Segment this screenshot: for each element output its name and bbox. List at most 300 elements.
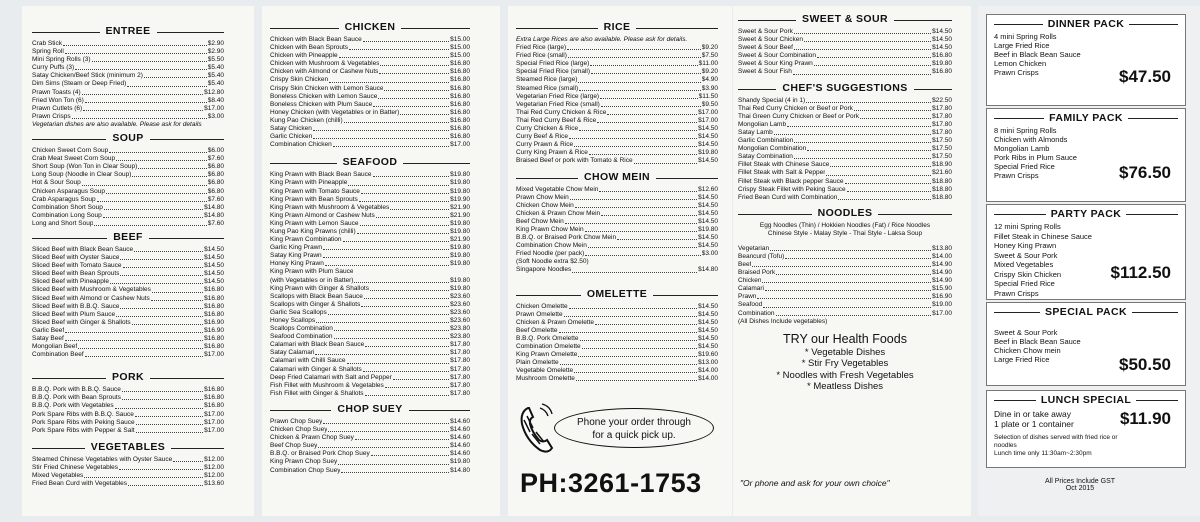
- menu-item-row: [516, 367, 718, 375]
- dot-leader: [65, 340, 203, 341]
- soup-list: [32, 147, 224, 228]
- menu-item-price: $19.80: [450, 171, 470, 179]
- menu-item-row: [270, 85, 470, 93]
- menu-item-price: $12.60: [698, 185, 718, 193]
- menu-item-name: Shandy Special (4 in 1): [738, 96, 806, 104]
- dot-leader: [807, 150, 931, 151]
- pack-item: Mongolian Lamb: [994, 144, 1050, 153]
- menu-item-row: [738, 153, 952, 161]
- column-4: [738, 10, 952, 393]
- noodles-heading: NOODLES: [738, 208, 952, 219]
- menu-item-row: [516, 76, 718, 84]
- omelette-list: [516, 303, 718, 384]
- menu-item-price: $9.20: [701, 68, 718, 76]
- menu-item-price: $11.00: [698, 60, 718, 68]
- menu-item-price: $17.50: [932, 153, 952, 161]
- sweet-sour-heading: SWEET & SOUR: [738, 14, 952, 25]
- noodles-note: (All Dishes Include vegetables): [738, 317, 828, 325]
- menu-item-price: $5.40: [207, 72, 224, 80]
- menu-item-row: [738, 161, 952, 169]
- menu-item-name: Sweet & Sour Beef: [738, 44, 793, 52]
- dot-leader: [85, 102, 207, 103]
- dot-leader: [378, 98, 449, 99]
- menu-item-row: [738, 121, 952, 129]
- menu-item-price: $6.80: [207, 179, 224, 187]
- dot-leader: [104, 209, 203, 210]
- menu-item-row: [516, 351, 718, 359]
- special-pack-price: $50.50: [1119, 355, 1171, 374]
- dot-leader: [122, 399, 203, 400]
- dot-leader: [794, 142, 931, 143]
- dot-leader: [347, 363, 450, 364]
- dot-leader: [343, 241, 450, 242]
- menu-item-name: Vegetarian: [738, 244, 770, 252]
- menu-item-row: [270, 188, 470, 196]
- menu-item-row: [32, 155, 224, 163]
- menu-item-price: $14.50: [698, 326, 718, 334]
- dot-leader: [574, 146, 697, 147]
- menu-item-price: $14.50: [932, 44, 952, 52]
- menu-item-name: Boneless Chicken with Plum Sauce: [270, 100, 373, 108]
- menu-item-name: Braised Pork: [738, 269, 776, 277]
- menu-item-name: Chicken with Bean Sprouts: [270, 44, 349, 52]
- dinner-pack: [986, 14, 1186, 106]
- menu-item-price: $15.00: [450, 52, 470, 60]
- dot-leader: [359, 201, 449, 202]
- dot-leader: [568, 57, 701, 58]
- menu-item-price: $14.80: [698, 266, 718, 274]
- dot-leader: [136, 424, 204, 425]
- dot-leader: [806, 102, 931, 103]
- menu-item-name: Garlic King Prawn: [270, 244, 323, 252]
- dot-leader: [600, 98, 697, 99]
- menu-item-price: $23.60: [450, 317, 470, 324]
- menu-item-row: [270, 442, 470, 450]
- menu-item-price: $6.00: [207, 147, 224, 155]
- menu-item-name: Scallops with Ginger & Shallots: [270, 300, 361, 308]
- menu-item-price: $5.40: [207, 64, 224, 72]
- dot-leader: [116, 160, 207, 161]
- dot-leader: [804, 41, 931, 42]
- menu-item-price: $13.00: [698, 359, 718, 367]
- menu-item-name: Seafood Combination: [270, 333, 333, 341]
- menu-item-price: $5.50: [207, 56, 224, 64]
- menu-item-name: King Prawn Combination: [270, 236, 342, 244]
- pack-item: Chicken with Almonds: [994, 135, 1068, 144]
- menu-item-price: $14.80: [450, 466, 470, 474]
- dot-leader: [578, 356, 697, 357]
- menu-item-row: [32, 270, 224, 278]
- dot-leader: [313, 138, 449, 139]
- menu-item-row: [516, 226, 718, 234]
- dot-leader: [82, 185, 207, 186]
- menu-item-price: $16.80: [204, 402, 224, 410]
- menu-item-row: [270, 434, 470, 442]
- dot-leader: [371, 455, 449, 456]
- menu-item-price: $19.80: [932, 60, 952, 68]
- menu-item-row: [516, 335, 718, 343]
- dot-leader: [365, 395, 450, 396]
- dot-leader: [776, 315, 932, 316]
- menu-item-price: $19.00: [932, 301, 952, 309]
- menu-item-row: [270, 426, 470, 434]
- lunch-line-2: 1 plate or 1 container: [994, 419, 1074, 429]
- menu-item-row: [516, 109, 718, 117]
- menu-item-name: Short Soup (Won Ton in Clear Soup): [32, 163, 138, 171]
- menu-item-price: $14.90: [932, 260, 952, 268]
- menu-item-row: [270, 68, 470, 76]
- menu-item-row: [270, 268, 470, 276]
- menu-item-name: Curry Puffs (3): [32, 64, 75, 72]
- dot-leader: [132, 324, 203, 325]
- menu-item-row: [270, 109, 470, 117]
- menu-item-price: $11.50: [698, 92, 718, 100]
- health-foods: [738, 332, 952, 393]
- menu-item-price: $19.80: [698, 225, 718, 233]
- pork-list: [32, 386, 224, 435]
- menu-item-name: Chicken: [738, 277, 762, 285]
- menu-item-name: Steamed Chinese Vegetables with Oyster Sauce: [32, 455, 173, 463]
- chicken-list: [270, 36, 470, 149]
- chop-suey-heading: CHOP SUEY: [270, 404, 470, 415]
- menu-item-name: Chicken & Prawn Omelette: [516, 318, 595, 326]
- menu-item-name: Mongolian Lamb: [738, 120, 787, 128]
- menu-item-name: Garlic Sea Scallops: [270, 308, 327, 316]
- menu-item-row: [270, 52, 470, 60]
- menu-item-price: $16.80: [450, 92, 470, 100]
- family-pack-title: FAMILY PACK: [1044, 112, 1128, 124]
- menu-item-row: [32, 254, 224, 262]
- entree-note: Vegetarian dishes are also available. Please ask for details: [32, 120, 202, 128]
- menu-item-name: Satay Lamb: [738, 128, 773, 136]
- dot-leader: [97, 201, 207, 202]
- menu-item-row: [32, 147, 224, 155]
- dot-leader: [560, 364, 697, 365]
- menu-item-price: $16.80: [204, 335, 224, 342]
- health-title: TRY our Health Foods: [783, 331, 907, 346]
- menu-item-row: [516, 85, 718, 93]
- menu-item-row: [270, 390, 470, 398]
- menu-item-price: $16.80: [450, 116, 470, 124]
- menu-item-row: [270, 366, 470, 374]
- menu-item-price: $19.80: [450, 219, 470, 227]
- menu-item-price: $19.80: [450, 179, 470, 187]
- menu-item-name: Fish Fillet with Ginger & Shallots: [270, 389, 364, 397]
- dot-leader: [794, 49, 931, 50]
- menu-item-row: [32, 343, 224, 351]
- menu-item-name: King Prawn Chop Suey: [270, 458, 338, 466]
- menu-item-price: $19.80: [450, 227, 470, 235]
- family-pack: [986, 108, 1186, 202]
- menu-item-name: Satay Beef: [32, 335, 64, 342]
- menu-item-name: Sliced Beef with Tomato Sauce: [32, 262, 122, 270]
- menu-item-price: $14.50: [698, 141, 718, 149]
- menu-item-name: Fried Rice (large): [516, 44, 567, 52]
- menu-item-price: $14.50: [698, 234, 718, 242]
- menu-item-name: Chicken & Prawn Chow Mein: [516, 209, 601, 217]
- menu-item-row: [516, 375, 718, 383]
- dinner-pack-title: DINNER PACK: [1043, 18, 1130, 30]
- pack-item: Large Fried Rice: [994, 355, 1050, 364]
- menu-item-row: [32, 171, 224, 179]
- menu-item-row: [738, 36, 952, 44]
- dot-leader: [567, 49, 701, 50]
- menu-item-price: $12.00: [204, 472, 224, 480]
- menu-item-price: $13.60: [204, 480, 224, 488]
- menu-item-price: $14.80: [204, 203, 224, 211]
- menu-item-name: Chicken Chop Suey: [270, 426, 328, 434]
- seafood-list: [270, 171, 470, 398]
- menu-item-price: $17.80: [932, 120, 952, 128]
- dot-leader: [370, 290, 449, 291]
- menu-item-row: [738, 105, 952, 113]
- dot-leader: [589, 154, 697, 155]
- menu-item-row: [32, 419, 224, 427]
- dot-leader: [574, 372, 697, 373]
- menu-item-price: $14.50: [698, 310, 718, 318]
- menu-item-price: $14.90: [932, 277, 952, 285]
- lunch-special-title: LUNCH SPECIAL: [1036, 394, 1136, 406]
- lunch-line-1: Dine in or take away: [994, 409, 1072, 419]
- menu-item-name: Garlic Chicken: [270, 133, 313, 141]
- menu-item-row: [270, 374, 470, 382]
- dot-leader: [580, 340, 698, 341]
- menu-item-price: $16.90: [204, 318, 224, 326]
- menu-item-price: $17.80: [932, 104, 952, 112]
- menu-item-name: Fried Noodle (per pack): [516, 250, 585, 258]
- menu-item-row: [738, 178, 952, 186]
- menu-item-name: Combination Short Soup: [32, 203, 103, 211]
- dot-leader: [588, 247, 697, 248]
- menu-item-name: Sliced Beef with Mushroom & Vegetables: [32, 286, 151, 294]
- menu-item-name: Vegetarian Fried Rice (small): [516, 100, 600, 108]
- menu-item-row: [516, 101, 718, 109]
- pack-item: Crispy Skin Chicken: [994, 269, 1062, 279]
- dot-leader: [365, 346, 449, 347]
- column-2: [270, 18, 470, 475]
- dot-leader: [94, 225, 206, 226]
- menu-item-name: King Prawn with Tomato Sauce: [270, 187, 360, 195]
- menu-item-name: Scallops Combination: [270, 325, 333, 333]
- lunch-special: [986, 390, 1186, 468]
- menu-item-row: [516, 141, 718, 149]
- menu-item-price: $16.80: [450, 100, 470, 108]
- menu-item-row: [516, 117, 718, 125]
- dot-leader: [385, 387, 449, 388]
- menu-item-price: $19.90: [450, 195, 470, 203]
- menu-item-row: [270, 277, 470, 285]
- menu-item-name: B.B.Q. Pork with B.B.Q. Sauce: [32, 386, 121, 394]
- lunch-hours: Lunch time only 11:30am~2:30pm: [994, 450, 1092, 457]
- menu-item-name: Thai Red Curry Beef & Rice: [516, 116, 597, 124]
- menu-item-row: [516, 202, 718, 210]
- menu-item-name: Kung Pao Chicken (chilli): [270, 116, 343, 124]
- menu-item-row: [738, 137, 952, 145]
- menu-item-row: [32, 179, 224, 187]
- dot-leader: [115, 408, 203, 409]
- pack-item: Mixed Vegetables: [994, 260, 1054, 269]
- menu-item-row: [516, 194, 718, 202]
- pack-item: Pork Ribs in Plum Sauce: [994, 153, 1077, 162]
- dot-leader: [564, 316, 698, 317]
- menu-item-name: Chicken with Black Bean Sauce: [270, 36, 362, 43]
- gst-note: All Prices Include GST Oct 2015: [1044, 478, 1116, 492]
- menu-item-name: King Prawn Chow Mein: [516, 225, 584, 233]
- party-pack-title: PARTY PACK: [1046, 208, 1127, 220]
- menu-item-price: $14.60: [450, 442, 470, 450]
- menu-item-name: King Prawn with Pineapple: [270, 179, 348, 187]
- menu-item-name: Combination Beef: [32, 351, 84, 359]
- seafood-heading: SEAFOOD: [270, 157, 470, 168]
- dot-leader: [565, 223, 697, 224]
- pork-heading: PORK: [32, 372, 224, 383]
- menu-item-price: $16.80: [204, 394, 224, 402]
- menu-item-price: $4.90: [701, 76, 718, 84]
- menu-item-price: $14.50: [698, 217, 718, 225]
- menu-item-price: $14.50: [698, 343, 718, 350]
- menu-item-price: $17.80: [450, 357, 470, 365]
- menu-item-price: $17.00: [204, 418, 224, 426]
- menu-item-name: Vegetarian Fried Rice (large): [516, 92, 600, 100]
- menu-item-price: $18.80: [932, 177, 952, 185]
- menu-item-name: Special Fried Rice (large): [516, 60, 590, 68]
- dot-leader: [360, 225, 450, 226]
- menu-item-name: Sliced Beef with Plum Sauce: [32, 310, 116, 318]
- dot-leader: [120, 259, 203, 260]
- menu-item-row: [32, 163, 224, 171]
- menu-item-price: $14.60: [450, 417, 470, 425]
- pack-item: Special Fried Rice: [994, 279, 1055, 288]
- menu-item-name: Garlic Combination: [738, 137, 794, 145]
- menu-item-price: $14.50: [698, 201, 718, 209]
- menu-item-name: B.B.Q. Pork with Bean Sprouts: [32, 394, 121, 402]
- menu-item-name: King Prawn with Black Bean Sauce: [270, 171, 372, 179]
- menu-item-row: [738, 301, 952, 309]
- menu-item-name: Beef Omelette: [516, 326, 558, 334]
- menu-item-price: $17.00: [204, 351, 224, 359]
- dot-leader: [762, 282, 931, 283]
- menu-item-row: [270, 196, 470, 204]
- menu-item-price: $2.90: [207, 48, 224, 56]
- menu-item-name: Fried Rice (small): [516, 52, 567, 60]
- dot-leader: [787, 126, 931, 127]
- noodles-list: [738, 245, 952, 318]
- menu-item-row: [32, 212, 224, 220]
- menu-item-row: [516, 125, 718, 133]
- dot-leader: [122, 391, 203, 392]
- menu-item-row: [32, 48, 224, 56]
- menu-item-price: $14.00: [698, 375, 718, 383]
- dot-leader: [84, 477, 203, 478]
- menu-item-name: Scallops with Black Bean Sauce: [270, 292, 363, 300]
- menu-item-price: $22.50: [932, 96, 952, 104]
- menu-item-row: [270, 349, 470, 357]
- menu-item-price: $21.60: [932, 169, 952, 177]
- menu-item-name: King Prawn with Mushroom & Vegetables: [270, 203, 390, 211]
- menu-item-price: $19.80: [450, 458, 470, 466]
- dot-leader: [355, 439, 449, 440]
- menu-item-name: Sliced Beef with Almond or Cashew Nuts: [32, 294, 150, 302]
- menu-item-name: Crab Asparagus Soup: [32, 195, 96, 203]
- dot-leader: [85, 356, 203, 357]
- dot-leader: [591, 73, 701, 74]
- dot-leader: [152, 292, 203, 293]
- menu-item-row: [32, 472, 224, 480]
- menu-item-price: $9.50: [701, 100, 718, 108]
- menu-item-price: $16.80: [204, 343, 224, 351]
- menu-item-price: $6.80: [207, 163, 224, 171]
- menu-item-name: Fillet Steak with Chinese Sauce: [738, 161, 830, 169]
- dot-leader: [361, 193, 449, 194]
- dot-leader: [328, 431, 449, 432]
- menu-item-name: Satay King Prawn: [270, 252, 322, 260]
- menu-item-price: $18.90: [932, 161, 952, 169]
- menu-item-row: [738, 285, 952, 293]
- family-pack-price: $76.50: [1119, 163, 1171, 182]
- menu-item-price: $14.50: [204, 254, 224, 262]
- menu-item-price: $19.80: [450, 260, 470, 268]
- dot-leader: [138, 168, 206, 169]
- menu-item-name: Braised Beef or pork with Tomato & Rice: [516, 157, 633, 165]
- menu-item-price: $16.80: [932, 52, 952, 60]
- dot-leader: [838, 199, 931, 200]
- pack-item: Sweet & Sour Pork: [994, 328, 1058, 337]
- dot-leader: [752, 266, 931, 267]
- menu-item-row: [270, 341, 470, 349]
- menu-item-name: Prawn Toasts (4): [32, 88, 81, 96]
- menu-item-row: [270, 244, 470, 252]
- menu-item-row: [516, 327, 718, 335]
- menu-item-price: $17.80: [450, 341, 470, 349]
- menu-item-price: $16.80: [450, 60, 470, 68]
- dot-leader: [116, 316, 203, 317]
- menu-item-price: $17.80: [450, 373, 470, 381]
- menu-item-row: [270, 293, 470, 301]
- menu-item-row: [738, 28, 952, 36]
- menu-item-name: Hot & Sour Soup: [32, 179, 81, 187]
- pack-item: Prawn Crisps: [994, 68, 1039, 77]
- menu-item-row: [270, 467, 470, 475]
- menu-item-price: $18.80: [932, 185, 952, 193]
- menu-item-name: Long Soup (Noodle in Clear Soup): [32, 171, 132, 179]
- menu-item-name: Thai Green Curry Chicken or Beef or Pork: [738, 112, 860, 120]
- menu-item-row: [270, 325, 470, 333]
- menu-item-price: $19.80: [450, 284, 470, 292]
- menu-item-row: [738, 293, 952, 301]
- menu-item-name: Honey King Prawn: [270, 260, 324, 268]
- menu-item-row: [270, 36, 470, 44]
- menu-item-name: King Prawn Omelette: [516, 351, 578, 359]
- telephone-icon: [514, 402, 558, 456]
- menu-item-name: Calamari with Ginger & Shallots: [270, 365, 362, 373]
- menu-item-name: Chicken Sweet Corn Soup: [32, 147, 109, 155]
- pack-item: Sweet & Sour Pork: [994, 250, 1058, 260]
- menu-item-price: $14.60: [450, 450, 470, 458]
- dot-leader: [860, 118, 931, 119]
- entree-heading: ENTREE: [32, 26, 224, 37]
- menu-item-name: Mongolian Combination: [738, 145, 807, 153]
- menu-item-name: Singapore Noodles: [516, 266, 572, 274]
- menu-item-name: Pork Spare Ribs with B.B.Q. Sauce: [32, 410, 134, 418]
- dot-leader: [151, 300, 203, 301]
- health-item: * Vegetable Dishes: [804, 346, 886, 358]
- menu-item-row: [32, 220, 224, 228]
- dot-leader: [845, 183, 932, 184]
- menu-item-row: [738, 253, 952, 261]
- column-3: [516, 18, 718, 383]
- entree-list: [32, 40, 224, 121]
- dot-leader: [578, 82, 700, 83]
